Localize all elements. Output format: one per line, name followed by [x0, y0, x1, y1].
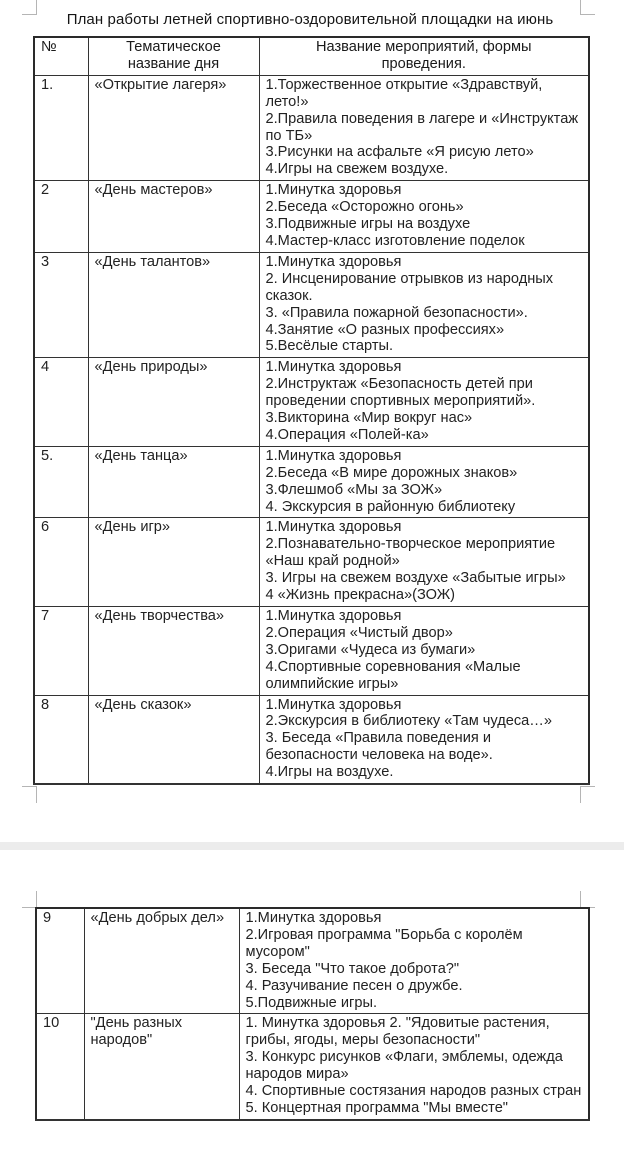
- event-item: 1. Минутка здоровья 2. "Ядовитые растения, грибы, ягоды, меры безопасности": [245, 1015, 550, 1049]
- event-item: 2.Игровая программа "Борьба с королём мусором": [245, 926, 523, 960]
- event-item: 4.Занятие «О разных профессиях»: [265, 321, 505, 338]
- cell-num: 2: [34, 181, 88, 253]
- event-item: 2.Беседа «Осторожно огонь»: [265, 199, 464, 216]
- event-item: 3. Игры на свежем воздухе «Забытые игры»: [265, 570, 566, 587]
- cell-events: [259, 358, 589, 447]
- event-item: 4.Спортивные соревнования «Малые олимпийские игры»: [265, 658, 521, 692]
- table-row: [36, 1014, 589, 1120]
- event-item: 4.Игры на воздухе.: [265, 764, 394, 781]
- table-row: [34, 252, 589, 357]
- table-row: [34, 446, 589, 518]
- event-item: 4 «Жизнь прекрасна»(ЗОЖ): [265, 587, 456, 604]
- cell-day: "День разных народов": [84, 1014, 239, 1120]
- event-item: 3.Викторина «Мир вокруг нас»: [265, 410, 473, 427]
- event-item: 3. «Правила пожарной безопасности».: [265, 304, 528, 321]
- cell-events: [259, 695, 589, 784]
- margin-mark-page1-bottom-left: [22, 786, 37, 803]
- event-item: 4.Игры на свежем воздухе.: [265, 161, 449, 178]
- header-row: [34, 37, 589, 75]
- plan-table-page1: [33, 36, 590, 785]
- event-item: 4.Операция «Полей-ка»: [265, 426, 429, 443]
- event-item: 1.Торжественное открытие «Здравствуй, лето!»: [265, 76, 543, 110]
- col-header-day-label: Тематическое название дня: [126, 39, 221, 72]
- event-item: 3.Рисунки на асфальте «Я рисую лето»: [265, 144, 534, 161]
- col-header-day: [88, 37, 259, 75]
- table-row: [34, 607, 589, 696]
- col-header-events-label: Название мероприятий, формы проведения.: [315, 39, 532, 72]
- cell-events: [259, 518, 589, 607]
- event-item: 1.Минутка здоровья: [245, 910, 382, 926]
- event-item: 4. Спортивные состязания народов разных стран: [245, 1083, 582, 1100]
- col-header-num: №: [34, 37, 88, 75]
- col-header-events: [259, 37, 589, 75]
- event-item: 5.Весёлые старты.: [265, 338, 394, 355]
- margin-mark-page1-bottom-right: [580, 786, 595, 803]
- cell-num: 1.: [34, 75, 88, 180]
- page-break-separator: [0, 842, 624, 850]
- event-item: 3.Подвижные игры на воздухе: [265, 216, 471, 233]
- cell-day: «День мастеров»: [88, 181, 259, 253]
- cell-num: 9: [36, 908, 84, 1014]
- event-item: 2.Познавательно-творческое мероприятие «Наш край родной»: [265, 536, 556, 570]
- margin-mark-page2-top-left: [22, 891, 37, 908]
- margin-mark-page2-top-right: [580, 891, 595, 908]
- cell-day: «День творчества»: [88, 607, 259, 696]
- event-item: 4. Экскурсия в районную библиотеку: [265, 498, 516, 515]
- cell-events: [259, 607, 589, 696]
- cell-day: «День танца»: [88, 446, 259, 518]
- cell-day: «Открытие лагеря»: [88, 75, 259, 180]
- page-title: План работы летней спортивно-оздоровительной площадки на июнь: [66, 11, 554, 28]
- event-item: 2.Операция «Чистый двор»: [265, 624, 453, 641]
- table-row: [34, 358, 589, 447]
- event-item: 2.Экскурсия в библиотеку «Там чудеса…»: [265, 713, 552, 730]
- cell-day: «День талантов»: [88, 252, 259, 357]
- event-item: 3.Оригами «Чудеса из бумаги»: [265, 641, 476, 658]
- event-item: 1.Минутка здоровья: [265, 696, 402, 713]
- cell-events: [259, 252, 589, 357]
- event-item: 2.Инструктаж «Безопасность детей при проведении спортивных мероприятий».: [265, 376, 536, 410]
- event-item: 1.Минутка здоровья: [265, 519, 402, 536]
- event-item: 1.Минутка здоровья: [265, 359, 402, 376]
- cell-events: [239, 908, 589, 1014]
- cell-day: «День сказок»: [88, 695, 259, 784]
- event-item: 3.Флешмоб «Мы за ЗОЖ»: [265, 481, 443, 498]
- cell-num: 4: [34, 358, 88, 447]
- table-row: [34, 518, 589, 607]
- event-item: 5. Концертная программа "Мы вместе": [245, 1099, 508, 1116]
- cell-num: 8: [34, 695, 88, 784]
- cell-num: 5.: [34, 446, 88, 518]
- cell-day: «День игр»: [88, 518, 259, 607]
- event-item: 1.Минутка здоровья: [265, 182, 402, 199]
- table-row: [36, 908, 589, 1014]
- event-item: 4.Мастер-класс изготовление поделок: [265, 232, 525, 249]
- event-item: 3. Беседа «Правила поведения и безопасности человека на воде».: [265, 730, 493, 764]
- table-row: [34, 75, 589, 180]
- table-row: [34, 181, 589, 253]
- event-item: 4. Разучивание песен о дружбе.: [245, 977, 463, 994]
- event-item: 3. Беседа "Что такое доброта?": [245, 960, 460, 977]
- cell-events: [259, 446, 589, 518]
- cell-events: [239, 1014, 589, 1120]
- cell-num: 3: [34, 252, 88, 357]
- cell-events: [259, 181, 589, 253]
- cell-num: 7: [34, 607, 88, 696]
- cell-day: «День природы»: [88, 358, 259, 447]
- cell-num: 10: [36, 1014, 84, 1120]
- event-item: 2. Инсценирование отрывков из народных сказок.: [265, 270, 554, 304]
- cell-events: [259, 75, 589, 180]
- event-item: 5.Подвижные игры.: [245, 994, 377, 1011]
- event-item: 1.Минутка здоровья: [265, 253, 402, 270]
- plan-table-page2: [35, 907, 590, 1121]
- event-item: 2.Правила поведения в лагере и «Инструктаж по ТБ»: [265, 110, 579, 144]
- event-item: 3. Конкурс рисунков «Флаги, эмблемы, одежда народов мира»: [245, 1049, 563, 1083]
- cell-num: 6: [34, 518, 88, 607]
- event-item: 2.Беседа «В мире дорожных знаков»: [265, 464, 518, 481]
- event-item: 1.Минутка здоровья: [265, 447, 402, 464]
- cell-day: «День добрых дел»: [84, 908, 239, 1014]
- event-item: 1.Минутка здоровья: [265, 608, 402, 624]
- table-row: [34, 695, 589, 784]
